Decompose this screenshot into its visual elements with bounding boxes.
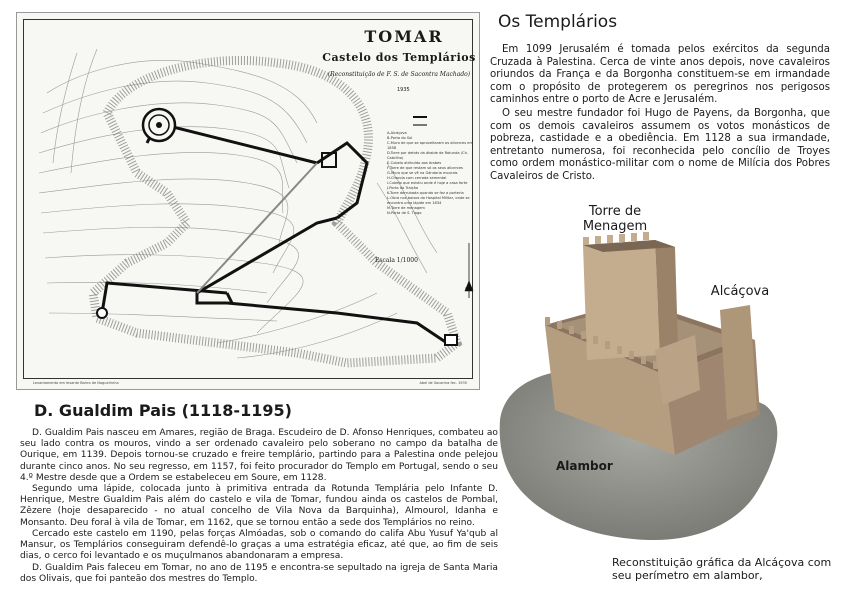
gualdim-heading: D. Gualdim Pais (1118-1195) xyxy=(34,401,292,420)
legend-item: D-Torre por detrás da ábside da Rotunda (Ch. Cabrilho) xyxy=(387,151,469,160)
legend-item: J-Porta da Traição xyxy=(387,186,419,190)
castle-reconstruction-image xyxy=(495,205,795,545)
templarios-paragraph-2: O seu mestre fundador foi Hugo de Payens, da Borgonha, que com os demois cavaleiros assumem os votos monásticos de pobreza, castidade e a obediência. Em 1128 a sua irmandade, entretanto numerosa, foi reconhecida pelo concílio de Troyes como ordem monástico-militar com o nome de Milícia dos Pobres Cavaleiros de Cristo. xyxy=(490,108,830,182)
legend-item: A-Alcáçova xyxy=(387,131,407,135)
legend-item: F-Torre de que restam só os seus alicerces xyxy=(387,166,463,170)
gualdim-paragraph-1: D. Gualdim Pais nasceu em Amares, região de Braga. Escudeiro de D. Afonso Henriques, combateu ao seu lado contra os mouros, vindo a ser ordenado cavaleiro pelo soberano no campo da batalha de Ourique, em 1139. Depois tornou-se cruzado e freire templário, partindo para a Palestina onde pelejou durante cinco anos. No seu regresso, em 1157, foi feito procurador do Templo em Portugal, sendo o seu 4.º Mestre desde que a Ordem se estabeleceu em Soure, em 1128. xyxy=(20,428,498,483)
legend-item: M-Torre de menagem xyxy=(387,206,425,210)
gate-tower xyxy=(445,335,457,345)
corner-tower xyxy=(97,308,107,318)
map-legend xyxy=(387,131,479,216)
gualdim-paragraph-4: D. Gualdim Pais faleceu em Tomar, no ano de 1195 e encontra-se sepultado na igreja de Santa Maria dos Olivais, que foi panteão dos mestres do Templo. xyxy=(20,563,498,585)
north-arrow-icon xyxy=(465,243,473,298)
castle-plan-map xyxy=(16,12,480,390)
map-subtitle: Castelo dos Templários xyxy=(322,51,476,64)
templarios-paragraph-1: Em 1099 Jerusalém é tomada pelos exércitos da segunda Cruzada à Palestina. Cerca de vinte anos depois, nove cavaleiros oriundos da França e da Borgonha constituem-se em irmandade com o propósito de protegerem os peregrinos nos perigosos caminhos entre o porto de Acre e Jerusalém. xyxy=(490,44,830,106)
legend-item: I-Cubelo que existiu onde é hoje a casa forte xyxy=(387,181,468,185)
legend-item: L-Obra nos baixos do Hospital Militar, onde se encontra uma lápide em 1834 xyxy=(387,196,470,205)
legend-item: K-Torre derrubada quando se fez a porteria xyxy=(387,191,464,195)
castle-caption: Reconstituição gráfica da Alcáçova com seu perímetro em alambor, xyxy=(612,556,832,582)
legend-item: H-Charola com cerrada semental xyxy=(387,176,447,180)
map-footer-right: Abel de Sacontra fec. 1935 xyxy=(419,381,467,385)
legend-item: B-Porta do Sol xyxy=(387,136,413,140)
label-alambor: Alambor xyxy=(556,459,613,473)
gualdim-paragraph-3: Cercado este castelo em 1190, pelas forças Almóadas, sob o comando do califa Abu Yusuf Ya'qub al Mansur, os Templários conseguiram defendê-lo graças a uma estratégia eficaz, até que, ao fim de seis dias, o cerco foi levantado e os muçulmanos abandonaram a empresa. xyxy=(20,529,498,562)
templarios-heading: Os Templários xyxy=(498,12,618,32)
label-torre-de-menagem: Torre de Menagem xyxy=(582,204,648,234)
legend-item: C-Muro de que se aproveitaram os alicerces em 1858 xyxy=(387,141,473,150)
label-alcacova: Alcáçova xyxy=(710,284,770,299)
gualdim-paragraph-2: Segundo uma lápide, colocada junto à primitiva entrada da Rotunda Templária pelo Infante D. Henrique, Mestre Gualdim Pais além do castelo e vila de Tomar, fundou ainda os castelos de Pombal, Zêzere (hoje desaparecido - no atual concelho de Vila Nova da Barquinha), Almourol, Idanha e Monsanto. Deu foral à vila de Tomar, em 1162, que se tornou então a sede dos Templários no reino. xyxy=(20,484,498,528)
map-title: TOMAR xyxy=(364,27,444,46)
legend-item: G-Muro que se vê na Gândaria mourais xyxy=(387,171,458,175)
map-reconstruction-note: (Reconstituição de F. S. de Sacontra Machado) xyxy=(327,71,471,78)
legend-key-lines xyxy=(413,117,427,125)
legend-item: N-Porta de S. Tiago xyxy=(387,211,422,215)
map-year: 1935 xyxy=(397,87,410,93)
legend-item: E-Cubelo atribuído aos árabes xyxy=(387,161,442,165)
map-scale: Escala 1/1000 xyxy=(375,257,418,264)
map-footer-left: Levantamento em levante Bairro de Nogueirinha xyxy=(33,381,119,385)
